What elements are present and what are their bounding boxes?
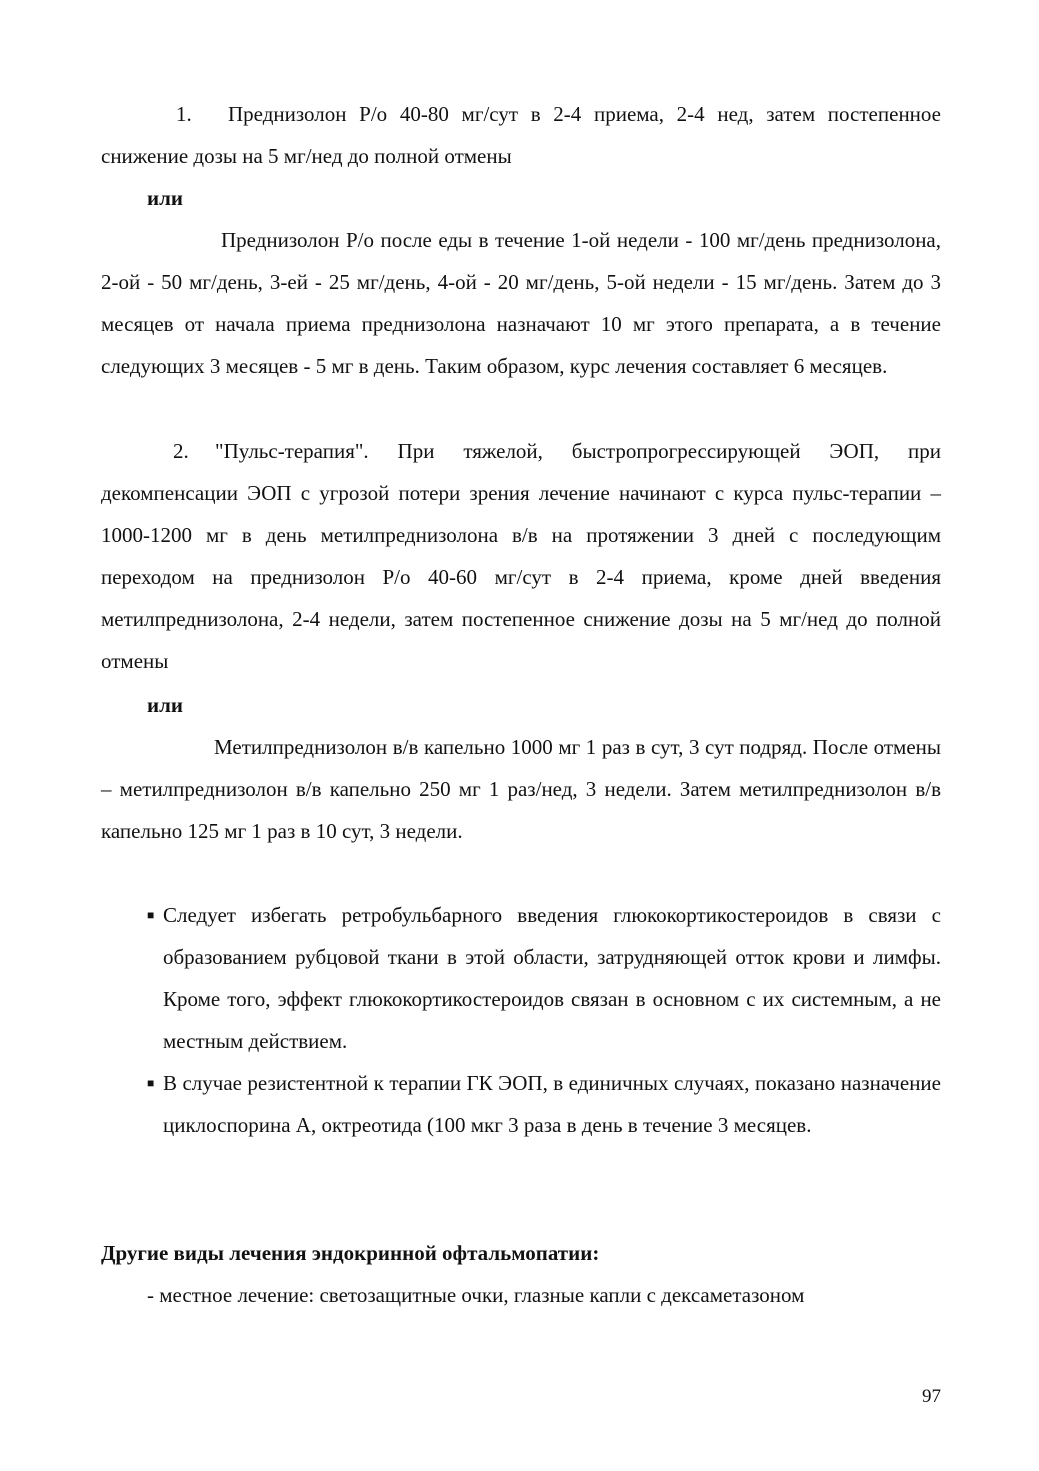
alternative-regimen-2: Метилпреднизолон в/в капельно 1000 мг 1 раз в сут, 3 сут подряд. После отмены – метилпреднизолон в/в капельно 250 мг 1 раз/нед, 3 недели. Затем метилпреднизолон в/в капельно 125 мг 1 раз в 10 сут, 3 недели.: [101, 735, 941, 843]
bullet-item: [147, 1062, 941, 1146]
section-heading: Другие виды лечения эндокринной офтальмопатии:: [101, 1241, 600, 1265]
treatment-item-1: [101, 93, 941, 177]
or-label-2: или: [147, 693, 183, 717]
or-label-1: или: [147, 186, 183, 210]
item-2-text: "Пульс-терапия". При тяжелой, быстропрогрессирующей ЭОП, при декомпенсации ЭОП с угрозой потери зрения лечение начинают с курса пульс-терапии – 1000-1200 мг в день метилпреднизолона в/в на протяжении 3 дней с последующим переходом на преднизолон Р/о 40-60 мг/сут в 2-4 приема, кроме дней введения метилпреднизолона, 2-4 недели, затем постепенное снижение дозы на 5 мг/нед до полной отмены: [101, 439, 941, 673]
item-2-number: 2.: [173, 439, 189, 463]
bullet-text: В случае резистентной к терапии ГК ЭОП, в единичных случаях, показано назначение циклоспорина А, октреотида (100 мкг 3 раза в день в течение 3 месяцев.: [163, 1071, 941, 1137]
page-number: 97: [922, 1386, 941, 1407]
square-bullet-icon: ■: [147, 1076, 155, 1090]
bullet-text: Следует избегать ретробульбарного введения глюкокортикостероидов в связи с образованием рубцовой ткани в этой области, затрудняющей отток крови и лимфы. Кроме того, эффект глюкокортикостероидов связан в основном с их системным, а не местным действием.: [163, 903, 941, 1053]
item-1-text: Преднизолон Р/о 40-80 мг/сут в 2-4 приема, 2-4 нед, затем постепенное снижение дозы на 5 мг/нед до полной отмены: [101, 102, 941, 168]
alternative-regimen-1: Преднизолон Р/о после еды в течение 1-ой недели - 100 мг/день преднизолона, 2-ой - 50 мг/день, 3-ей - 25 мг/день, 4-ой - 20 мг/день, 5-ой недели - 15 мг/день. Затем до 3 месяцев от начала приема преднизолона назначают 10 мг этого препарата, а в течение следующих 3 месяцев - 5 мг в день. Таким образом, курс лечения составляет 6 месяцев.: [101, 228, 941, 378]
local-treatment-line: - местное лечение: светозащитные очки, глазные капли с дексаметазоном: [147, 1283, 805, 1307]
item-1-number: 1.: [176, 102, 192, 126]
bullet-item: [147, 894, 941, 1062]
square-bullet-icon: ■: [147, 908, 155, 922]
treatment-item-2: [101, 430, 941, 682]
